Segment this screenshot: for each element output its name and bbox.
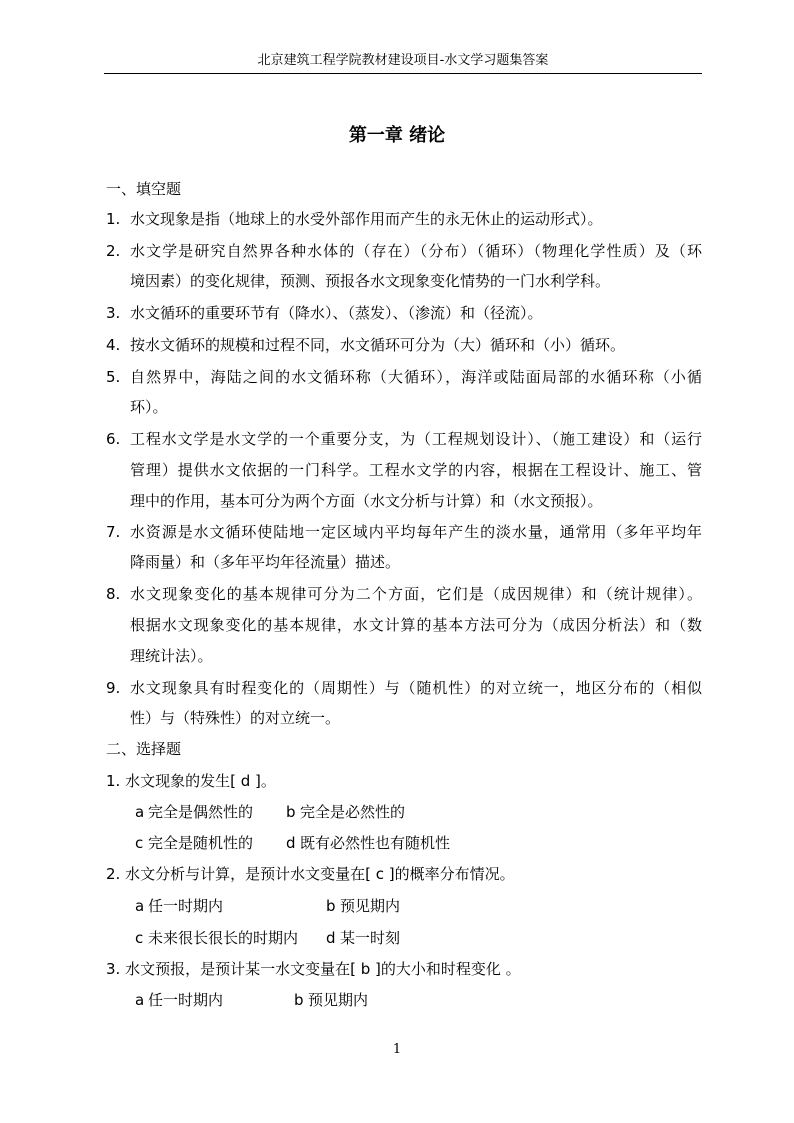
question-stem: 3. 水文预报，是预计某一水文变量在[ b ]的大小和时程变化 。 (106, 960, 521, 978)
item-text-continued: 环）。 (130, 398, 168, 416)
option-letter: d (326, 929, 336, 947)
option-letter: c (135, 834, 144, 852)
option-text: 完全是偶然性的 (148, 803, 254, 821)
section-heading-multiple-choice: 二、选择题 (106, 740, 182, 758)
option-text: 未来很长很长的时期内 (148, 929, 299, 947)
item-text: 水文现象变化的基本规律可分为二个方面，它们是（成因规律）和（统计规律）。 (130, 585, 702, 603)
option-text: 任一时期内 (148, 897, 224, 915)
item-number: 7. (106, 523, 121, 541)
item-number: 4. (106, 336, 121, 354)
option-text: 完全是随机性的 (148, 834, 254, 852)
item-text: 自然界中，海陆之间的水文循环称（大循环），海洋或陆面局部的水循环称（小循 (130, 368, 702, 386)
item-text: 水文学是研究自然界各种水体的（存在）（分布）（循环）（物理化学性质）及（环 (130, 242, 702, 260)
item-text: 工程水文学是水文学的一个重要分支，为（工程规划设计）、（施工建设）和（运行 (130, 430, 702, 448)
option-letter: b (286, 803, 296, 821)
item-text-continued: 管理）提供水文依据的一门科学。工程水文学的内容，根据在工程设计、施工、管 (130, 461, 702, 479)
option-text: 预见期内 (308, 991, 369, 1009)
option-letter: a (135, 803, 145, 821)
question-stem: 1. 水文现象的发生[ d ]。 (106, 772, 276, 790)
item-text: 按水文循环的规模和过程不同，水文循环可分为（大）循环和（小）循环。 (130, 336, 626, 354)
item-number: 1. (106, 210, 121, 228)
option-text: 预见期内 (340, 897, 401, 915)
item-number: 6. (106, 430, 121, 448)
item-number: 8. (106, 585, 121, 603)
option-text: 任一时期内 (148, 991, 224, 1009)
item-number: 2. (106, 242, 121, 260)
option-text: 既有必然性也有随机性 (300, 834, 451, 852)
item-text: 水文现象是指（地球上的水受外部作用而产生的永无休止的运动形式）。 (130, 210, 603, 228)
option-text: 完全是必然性的 (300, 803, 406, 821)
chapter-title: 第一章 绪论 (348, 125, 446, 146)
item-number: 5. (106, 368, 121, 386)
item-text-continued: 理中的作用，基本可分为两个方面（水文分析与计算）和（水文预报）。 (130, 492, 603, 510)
option-text: 某一时刻 (340, 929, 401, 947)
item-text-continued: 性）与（特殊性）的对立统一。 (130, 709, 341, 727)
item-number: 3. (106, 304, 121, 322)
item-text-continued: 理统计法）。 (130, 647, 213, 665)
section-heading-fill-blank: 一、填空题 (106, 180, 182, 198)
question-stem: 2. 水文分析与计算，是预计水文变量在[ c ]的概率分布情况。 (106, 865, 515, 883)
header-rule (104, 73, 702, 74)
page-number: 1 (392, 1042, 402, 1057)
option-letter: c (135, 929, 144, 947)
item-text-continued: 境因素）的变化规律，预测、预报各水文现象变化情势的一门水利学科。 (130, 272, 611, 290)
item-text-continued: 根据水文现象变化的基本规律，水文计算的基本方法可分为（成因分析法）和（数 (130, 616, 702, 634)
item-text: 水文现象具有时程变化的（周期性）与（随机性）的对立统一，地区分布的（相似 (130, 679, 702, 697)
item-text: 水文循环的重要环节有（降水）、（蒸发）、（渗流）和（径流）。 (130, 304, 543, 322)
page-header: 北京建筑工程学院教材建设项目-水文学习题集答案 (257, 53, 549, 68)
option-letter: d (286, 834, 296, 852)
option-letter: b (294, 991, 304, 1009)
option-letter: a (135, 897, 145, 915)
option-letter: a (135, 991, 145, 1009)
item-text-continued: 降雨量）和（多年平均年径流量）描述。 (130, 553, 401, 571)
item-number: 9. (106, 679, 121, 697)
item-text: 水资源是水文循环使陆地一定区域内平均每年产生的淡水量，通常用（多年平均年 (130, 523, 702, 541)
option-letter: b (326, 897, 336, 915)
